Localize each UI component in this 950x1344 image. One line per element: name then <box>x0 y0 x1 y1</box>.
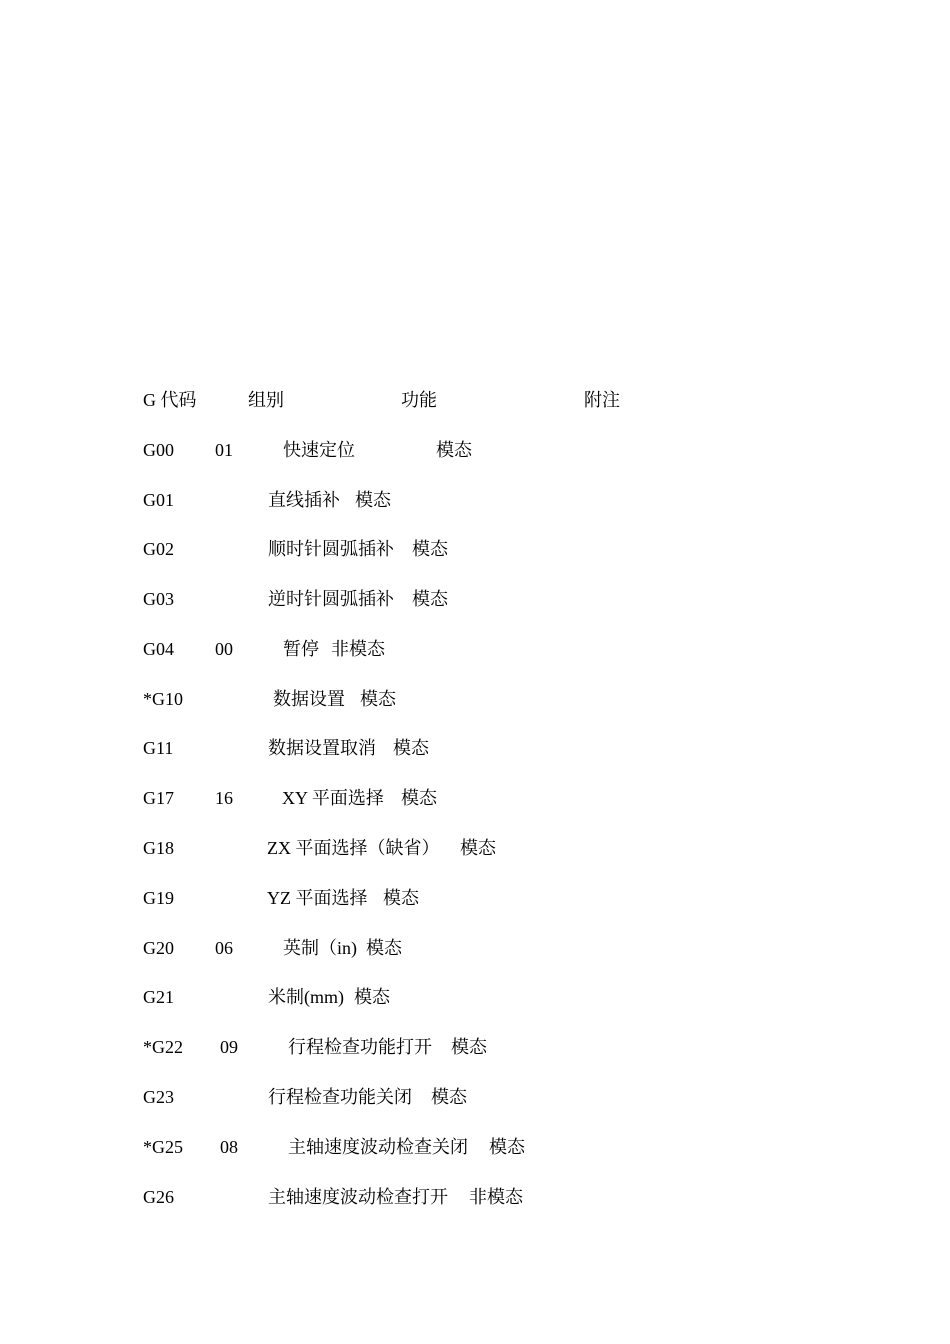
row-note: 非模态 <box>469 1187 523 1207</box>
row-code: *G10 <box>143 689 183 709</box>
row-code: G20 <box>143 938 174 958</box>
row-group: 09 <box>220 1037 238 1057</box>
header-group: 组别 <box>248 390 284 410</box>
row-note: 模态 <box>393 738 429 758</box>
table-row <box>0 885 950 911</box>
row-note: 模态 <box>366 938 402 958</box>
row-code: G01 <box>143 490 174 510</box>
row-function: 暂停 <box>283 639 319 659</box>
table-row <box>0 1084 950 1110</box>
table-row <box>0 487 950 513</box>
row-function: 主轴速度波动检查打开 <box>268 1187 448 1207</box>
row-code: G21 <box>143 987 174 1007</box>
row-function: 行程检查功能关闭 <box>268 1087 412 1107</box>
row-code: G23 <box>143 1087 174 1107</box>
row-function: ZX 平面选择（缺省） <box>267 838 440 858</box>
row-function: 直线插补 <box>268 490 340 510</box>
row-function: 主轴速度波动检查关闭 <box>288 1137 468 1157</box>
row-function: 数据设置取消 <box>268 738 376 758</box>
row-note: 模态 <box>451 1037 487 1057</box>
row-code: G02 <box>143 539 174 559</box>
row-code: G26 <box>143 1187 174 1207</box>
row-function: 快速定位 <box>283 440 355 460</box>
table-row <box>0 586 950 612</box>
table-row <box>0 835 950 861</box>
row-note: 模态 <box>460 838 496 858</box>
table-row <box>0 636 950 662</box>
table-header <box>0 387 950 413</box>
header-note: 附注 <box>584 390 620 410</box>
row-code: G18 <box>143 838 174 858</box>
row-function: 英制（in) <box>283 938 357 958</box>
header-function: 功能 <box>401 390 437 410</box>
row-note: 模态 <box>431 1087 467 1107</box>
table-row <box>0 1184 950 1210</box>
table-row <box>0 536 950 562</box>
table-row <box>0 785 950 811</box>
header-code: G 代码 <box>143 390 197 410</box>
row-code: G04 <box>143 639 174 659</box>
row-note: 模态 <box>412 539 448 559</box>
row-group: 06 <box>215 938 233 958</box>
table-row <box>0 984 950 1010</box>
row-function: 逆时针圆弧插补 <box>268 589 394 609</box>
row-note: 模态 <box>354 987 390 1007</box>
row-function: 米制(mm) <box>268 987 344 1007</box>
row-note: 模态 <box>489 1137 525 1157</box>
row-note: 非模态 <box>331 639 385 659</box>
row-note: 模态 <box>355 490 391 510</box>
table-row <box>0 686 950 712</box>
row-function: 数据设置 <box>273 689 345 709</box>
row-function: XY 平面选择 <box>282 788 384 808</box>
row-code: G11 <box>143 738 174 758</box>
row-note: 模态 <box>412 589 448 609</box>
row-code: *G25 <box>143 1137 183 1157</box>
row-group: 00 <box>215 639 233 659</box>
row-note: 模态 <box>401 788 437 808</box>
table-row <box>0 735 950 761</box>
row-note: 模态 <box>383 888 419 908</box>
row-note: 模态 <box>360 689 396 709</box>
table-row <box>0 437 950 463</box>
row-group: 16 <box>215 788 233 808</box>
row-note: 模态 <box>436 440 472 460</box>
table-row <box>0 1034 950 1060</box>
row-code: G03 <box>143 589 174 609</box>
row-code: G00 <box>143 440 174 460</box>
row-code: G17 <box>143 788 174 808</box>
row-group: 08 <box>220 1137 238 1157</box>
row-group: 01 <box>215 440 233 460</box>
row-function: 顺时针圆弧插补 <box>268 539 394 559</box>
table-row <box>0 1134 950 1160</box>
row-code: *G22 <box>143 1037 183 1057</box>
row-function: 行程检查功能打开 <box>288 1037 432 1057</box>
row-code: G19 <box>143 888 174 908</box>
table-row <box>0 935 950 961</box>
row-function: YZ 平面选择 <box>267 888 368 908</box>
